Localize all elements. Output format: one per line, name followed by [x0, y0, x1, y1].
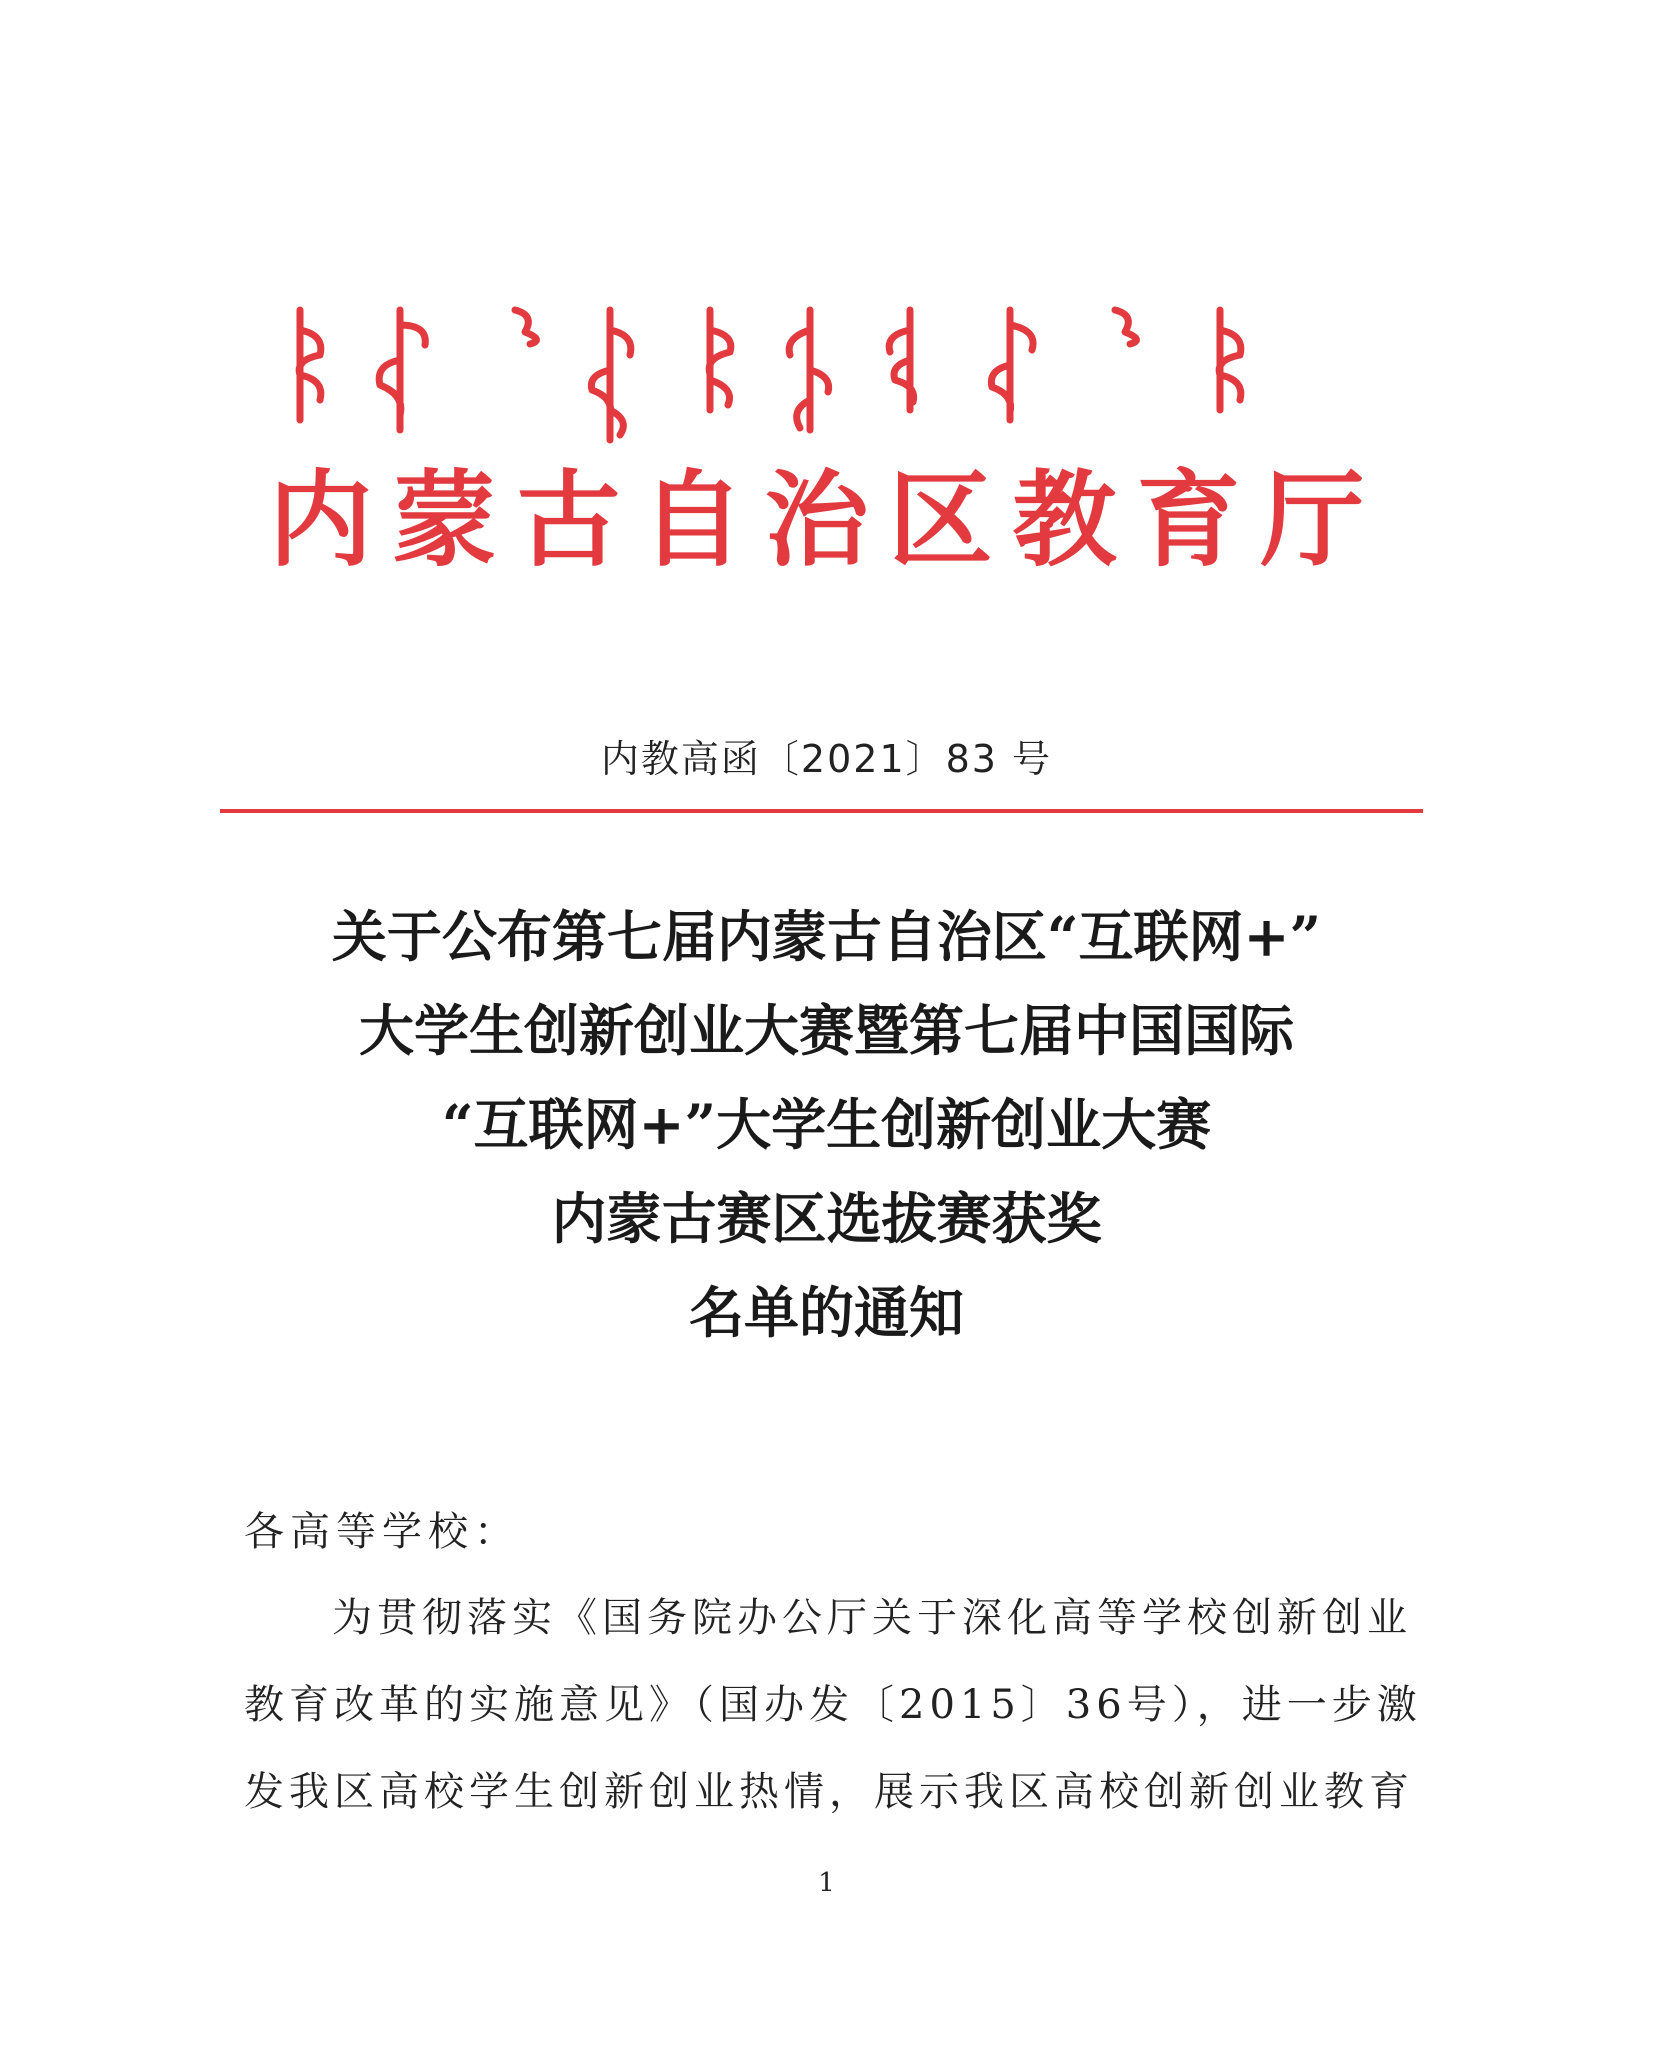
- document-number: 内教高函〔2021〕83 号: [600, 737, 1053, 781]
- body-line-1: 为贯彻落实《国务院办公厅关于深化高等学校创新创业: [332, 1595, 1412, 1641]
- title-line-4: 内蒙古赛区选拔赛获奖: [551, 1186, 1102, 1251]
- title-line-2: 大学生创新创业大赛暨第七届中国国际: [358, 998, 1294, 1063]
- title-line-5: 名单的通知: [688, 1280, 964, 1345]
- document-title: [150, 890, 1503, 1360]
- header-divider: [220, 809, 1423, 813]
- mongolian-script-icon: [280, 300, 1400, 450]
- body-paragraph: [244, 1575, 1422, 1836]
- body-line-2: 教育改革的实施意见》（国办发〔2015〕36号），进一步激: [244, 1682, 1422, 1728]
- salutation: 各高等学校：: [244, 1509, 520, 1555]
- title-line-1: 关于公布第七届内蒙古自治区“互联网+”: [331, 904, 1322, 969]
- title-line-3: “互联网+”大学生创新创业大赛: [441, 1092, 1212, 1157]
- body-line-3: 发我区高校学生创新创业热情，展示我区高校创新创业教育: [244, 1769, 1414, 1815]
- page-number: 1: [818, 1868, 835, 1898]
- issuing-organization-title: 内蒙古自治区教育厅: [268, 458, 1385, 581]
